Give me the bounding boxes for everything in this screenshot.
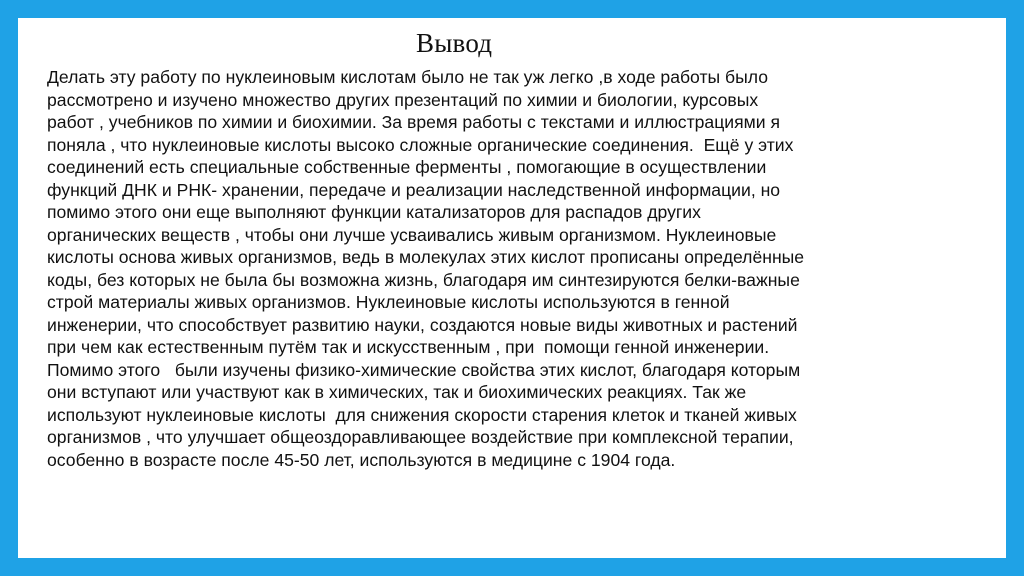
- text-line: строй материалы живых организмов. Нуклеиновые кислоты используются в генной: [47, 292, 730, 312]
- text-line: организмов , что улучшает общеоздоравливающее воздействие при комплексной терапии,: [47, 427, 794, 447]
- text-line: инженерии, что способствует развитию науки, создаются новые виды животных и растений: [47, 314, 798, 335]
- text-line: помимо этого они еще выполняют функции катализаторов для распадов других: [47, 202, 701, 222]
- text-line: коды, без которых не была бы возможна жизнь, благодаря им синтезируются белки-важные: [47, 269, 800, 290]
- text-line: Делать эту работу по нуклеиновым кислотам было не так уж легко ,в ходе работы было: [47, 67, 769, 87]
- text-line: соединений есть специальные собственные ферменты , помогающие в осуществлении: [47, 157, 767, 177]
- text-line: работ , учебников по химии и биохимии. За время работы с текстами и иллюстрациями я: [47, 112, 780, 132]
- text-line: при чем как естественным путём так и искусственным , при помощи генной инженерии.: [47, 337, 770, 357]
- text-line: функций ДНК и РНК- хранении, передаче и реализации наследственной информации, но: [47, 179, 781, 200]
- text-line: поняла , что нуклеиновые кислоты высоко сложные органические соединения. Ещё у этих: [47, 134, 794, 155]
- text-line: рассмотрено и изучено множество других презентаций по химии и биологии, курсовых: [47, 89, 759, 110]
- text-line: Помимо этого были изучены физико-химические свойства этих кислот, благодаря которым: [47, 359, 801, 380]
- slide-title: Вывод: [416, 28, 493, 58]
- text-line: они вступают или участвуют как в химических, так и биохимических реакциях. Так же: [47, 382, 747, 402]
- text-line: используют нуклеиновые кислоты для снижения скорости старения клеток и тканей живых: [47, 404, 797, 425]
- text-line: кислоты основа живых организмов, ведь в молекулах этих кислот прописаны определённые: [47, 247, 805, 267]
- text-line: органических веществ , чтобы они лучше усваивались живым организмом. Нуклеиновые: [47, 224, 777, 245]
- text-line: особенно в возрасте после 45-50 лет, используются в медицине с 1904 года.: [47, 449, 676, 470]
- slide-panel: [18, 18, 1006, 558]
- conclusion-text: [47, 66, 987, 471]
